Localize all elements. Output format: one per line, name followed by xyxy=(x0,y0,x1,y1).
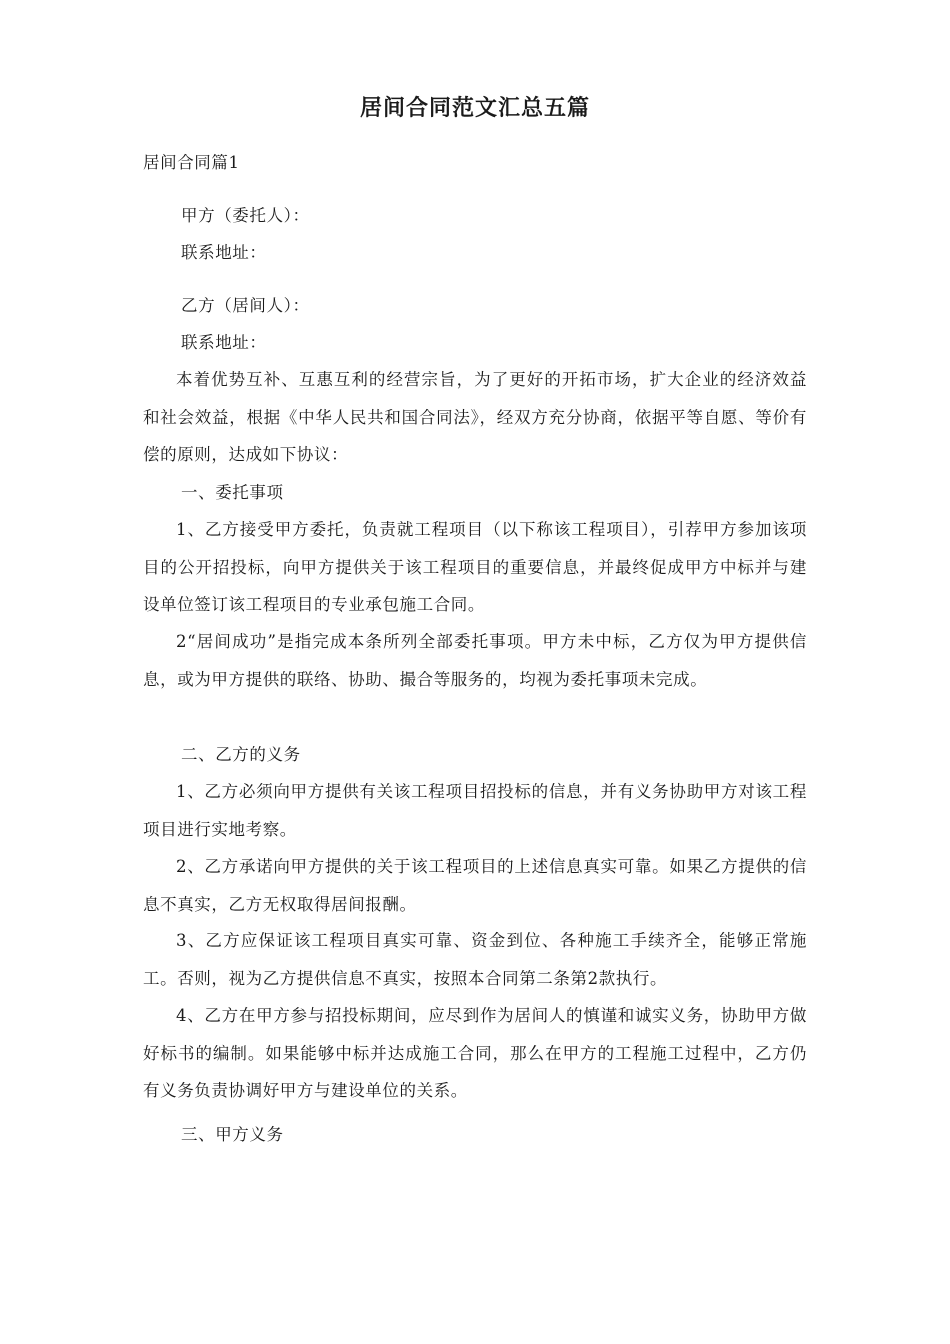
section2-paragraph-3: 3、乙方应保证该工程项目真实可靠、资金到位、各种施工手续齐全，能够正常施工。否则，视为乙方提供信息不真实，按照本合同第二条第2款执行。 xyxy=(143,931,807,988)
section2-paragraph-4: 4、乙方在甲方参与招投标期间，应尽到作为居间人的慎谨和诚实义务，协助甲方做好标书的编制。如果能够中标并达成施工合同，那么在甲方的工程施工过程中，乙方仍有义务负责协调好甲方与建设单位的关系。 xyxy=(143,1006,807,1100)
party-b-label: 乙方（居间人）： xyxy=(181,296,310,315)
section1-paragraph-1: 1、乙方接受甲方委托，负责就工程项目（以下称该工程项目），引荐甲方参加该项目的公开招投标，向甲方提供关于该工程项目的重要信息，并最终促成甲方中标并与建设单位签订该工程项目的专业承包施工合同。 xyxy=(143,520,807,614)
section2-paragraph-2: 2、乙方承诺向甲方提供的关于该工程项目的上述信息真实可靠。如果乙方提供的信息不真实，乙方无权取得居间报酬。 xyxy=(143,857,807,914)
section2-heading: 二、乙方的义务 xyxy=(181,745,301,764)
section1-heading: 一、委托事项 xyxy=(181,483,284,502)
section1-paragraph-2: 2“居间成功”是指完成本条所列全部委托事项。甲方未中标，乙方仅为甲方提供信息，或为甲方提供的联络、协助、撮合等服务的，均视为委托事项未完成。 xyxy=(143,632,807,689)
party-a-address: 联系地址： xyxy=(181,243,267,262)
section3-heading: 三、甲方义务 xyxy=(181,1125,284,1144)
document-title: 居间合同范文汇总五篇 xyxy=(359,96,590,121)
party-a-label: 甲方（委托人）： xyxy=(181,206,310,225)
party-b-address: 联系地址： xyxy=(181,333,267,352)
section-label: 居间合同篇1 xyxy=(143,153,240,172)
section2-paragraph-1: 1、乙方必须向甲方提供有关该工程项目招投标的信息，并有义务协助甲方对该工程项目进行实地考察。 xyxy=(143,782,807,839)
preamble-paragraph: 本着优势互补、互惠互利的经营宗旨，为了更好的开拓市场，扩大企业的经济效益和社会效益，根据《中华人民共和国合同法》，经双方充分协商，依据平等自愿、等价有偿的原则，达成如下协议： xyxy=(143,370,807,464)
